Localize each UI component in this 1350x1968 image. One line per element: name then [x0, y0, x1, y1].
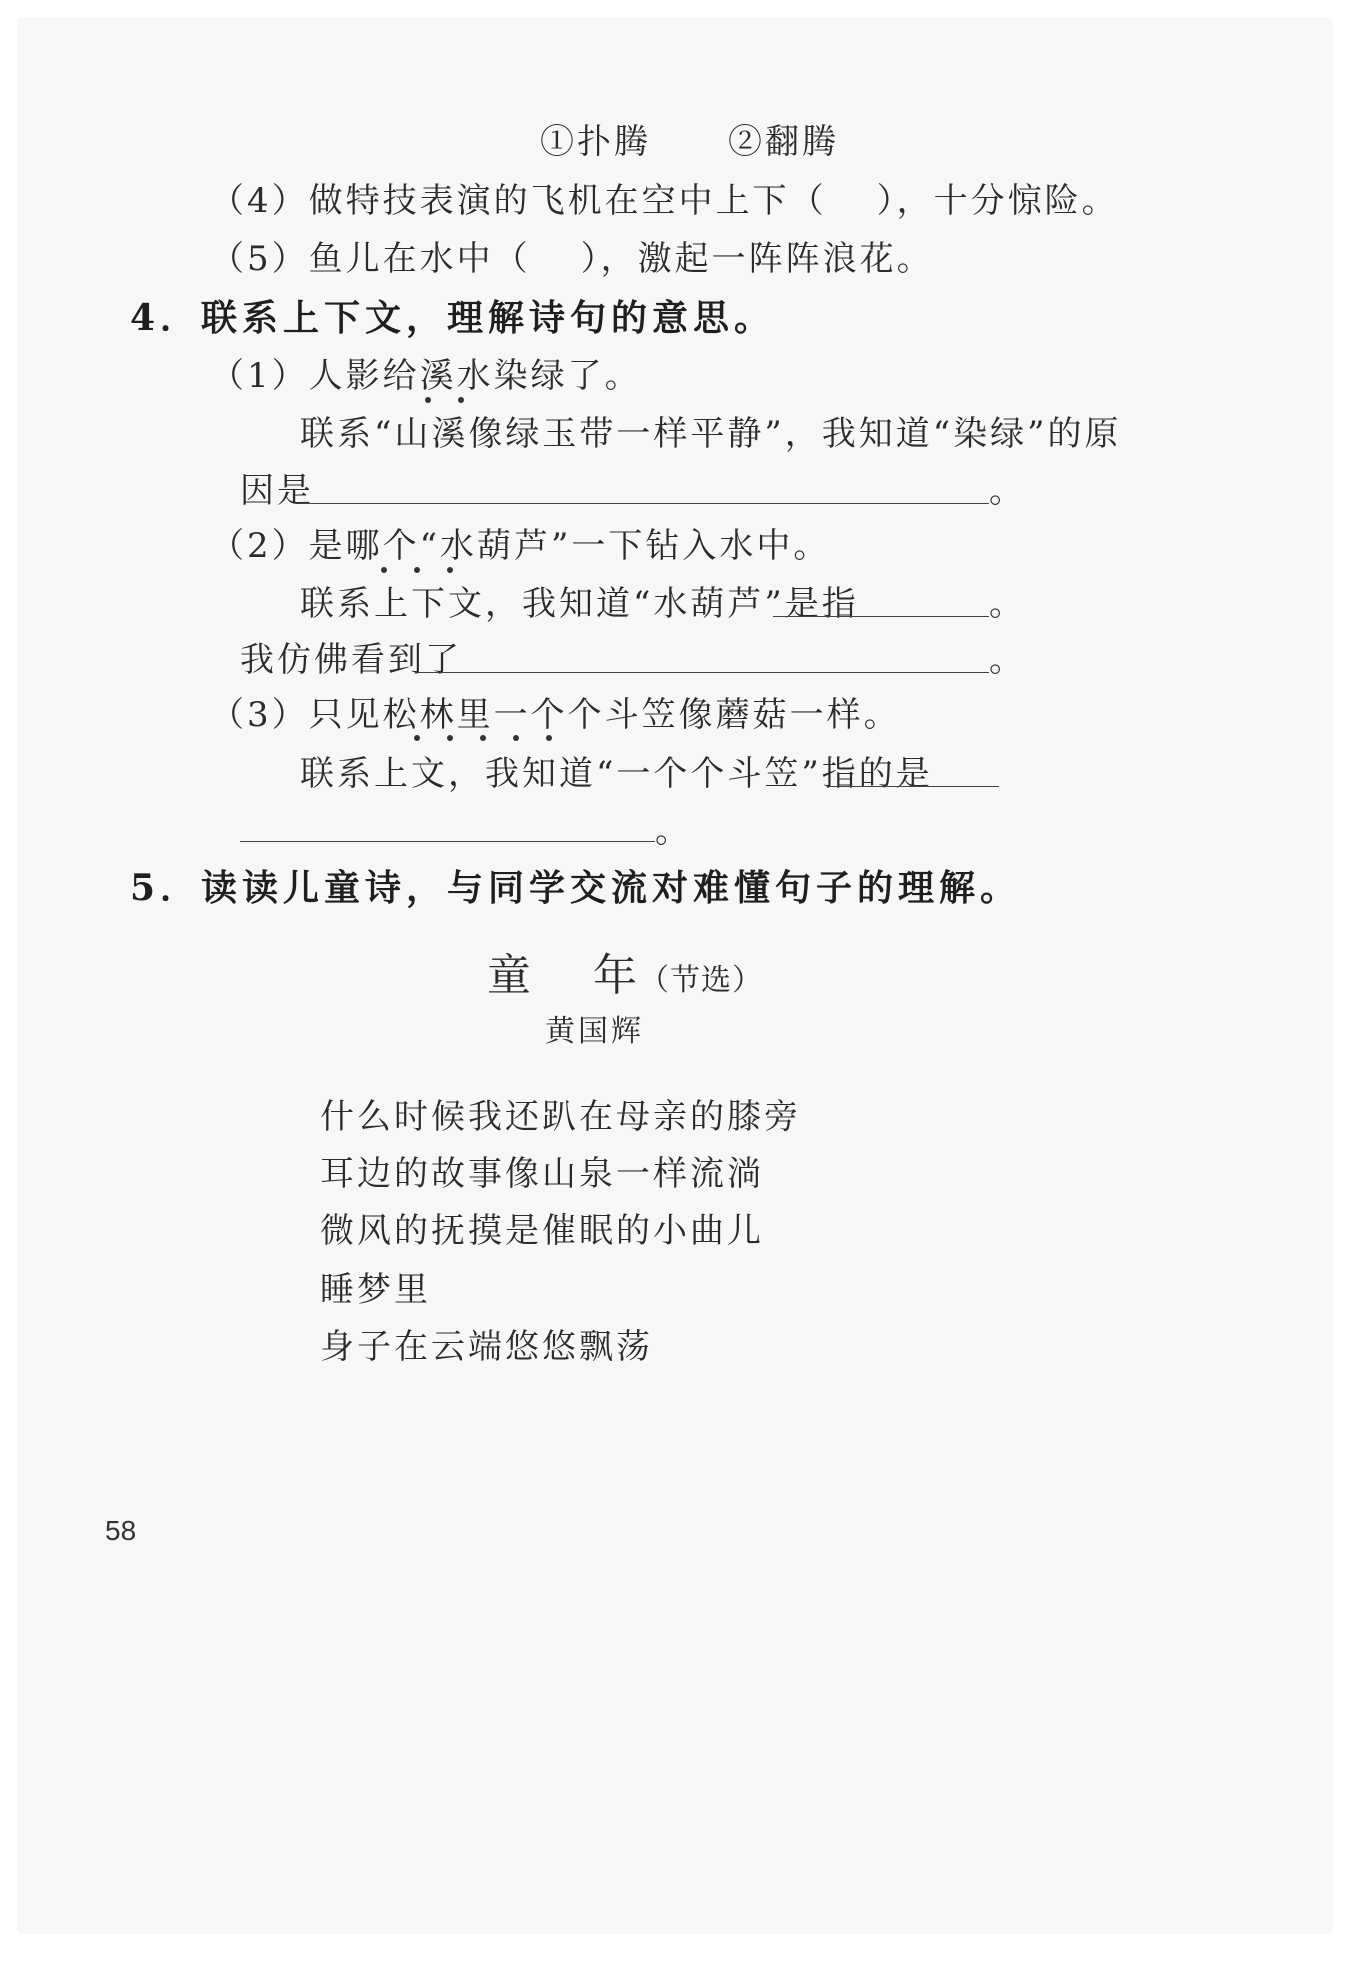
- answer-blank[interactable]: [829, 786, 999, 787]
- item-number: （3）: [210, 695, 309, 735]
- item-number: （4）: [210, 181, 309, 221]
- page-number: 58: [105, 1515, 137, 1546]
- q4-1-prompt: 联系“山溪像绿玉带一样平静”，我知道“染绿”的原: [300, 414, 1122, 454]
- item-number: （1）: [210, 356, 309, 396]
- sentence-before-blank: 鱼儿在水中（: [308, 239, 531, 279]
- q4-item-3: [210, 695, 901, 735]
- answer-blank[interactable]: [773, 616, 989, 617]
- sentence-after-blank: ），十分惊险。: [876, 181, 1119, 221]
- q3-item-4: [210, 181, 1119, 221]
- question-4-heading: 4．联系上下文，理解诗句的意思。: [130, 297, 776, 339]
- poem-line: 身子在云端悠悠飘荡: [320, 1327, 653, 1367]
- q4-item-1: [210, 356, 642, 396]
- answer-blank[interactable]: [299, 503, 989, 504]
- end-mark: 。: [989, 584, 1026, 624]
- poem-sentence: 是哪个“水葫芦”一下钻入水中。: [308, 526, 831, 566]
- poem-line: 微风的抚摸是催眠的小曲儿: [320, 1211, 764, 1251]
- q3-item-5: [210, 239, 934, 279]
- end-mark: 。: [655, 811, 692, 851]
- question-5-heading: 5．读读儿童诗，与同学交流对难懂句子的理解。: [130, 867, 1022, 909]
- emphasis-dots: [414, 735, 552, 741]
- emphasis-dots: [425, 397, 464, 403]
- poem-title-char-1: 童: [487, 950, 533, 1001]
- option-2: ②翻腾: [728, 122, 839, 162]
- q4-2-prompt-a: 联系上下文，我知道“水葫芦”是指: [300, 584, 859, 624]
- poem-title-note: （节选）: [639, 963, 763, 998]
- item-number: （2）: [210, 526, 309, 566]
- sentence-after-blank: ），激起一阵阵浪花。: [580, 239, 934, 279]
- poem-author: 黄国辉: [545, 1014, 644, 1049]
- option-1: ①扑腾: [540, 122, 651, 162]
- answer-blank[interactable]: [240, 841, 655, 842]
- q4-2-prompt-b: 我仿佛看到了: [240, 640, 462, 680]
- q4-item-2: [210, 526, 831, 566]
- poem-line: 耳边的故事像山泉一样流淌: [320, 1154, 764, 1194]
- poem-title: [487, 950, 763, 1001]
- poem-line: 睡梦里: [320, 1270, 431, 1310]
- q4-3-prompt: 联系上文，我知道“一个个斗笠”指的是: [300, 754, 933, 794]
- q4-1-prompt-cont: 因是: [240, 471, 314, 511]
- item-number: （5）: [210, 239, 309, 279]
- workbook-page: [17, 17, 1333, 1934]
- emphasis-dots: [381, 567, 453, 573]
- poem-sentence: 只见松林里一个个斗笠像蘑菇一样。: [308, 695, 901, 735]
- end-mark: 。: [989, 640, 1026, 680]
- sentence-before-blank: 做特技表演的飞机在空中上下（: [308, 181, 827, 221]
- poem-line: 什么时候我还趴在母亲的膝旁: [320, 1097, 801, 1137]
- poem-title-char-2: 年: [593, 950, 639, 1001]
- answer-blank[interactable]: [415, 672, 989, 673]
- end-mark: 。: [989, 471, 1026, 511]
- poem-sentence: 人影给溪水染绿了。: [308, 356, 642, 396]
